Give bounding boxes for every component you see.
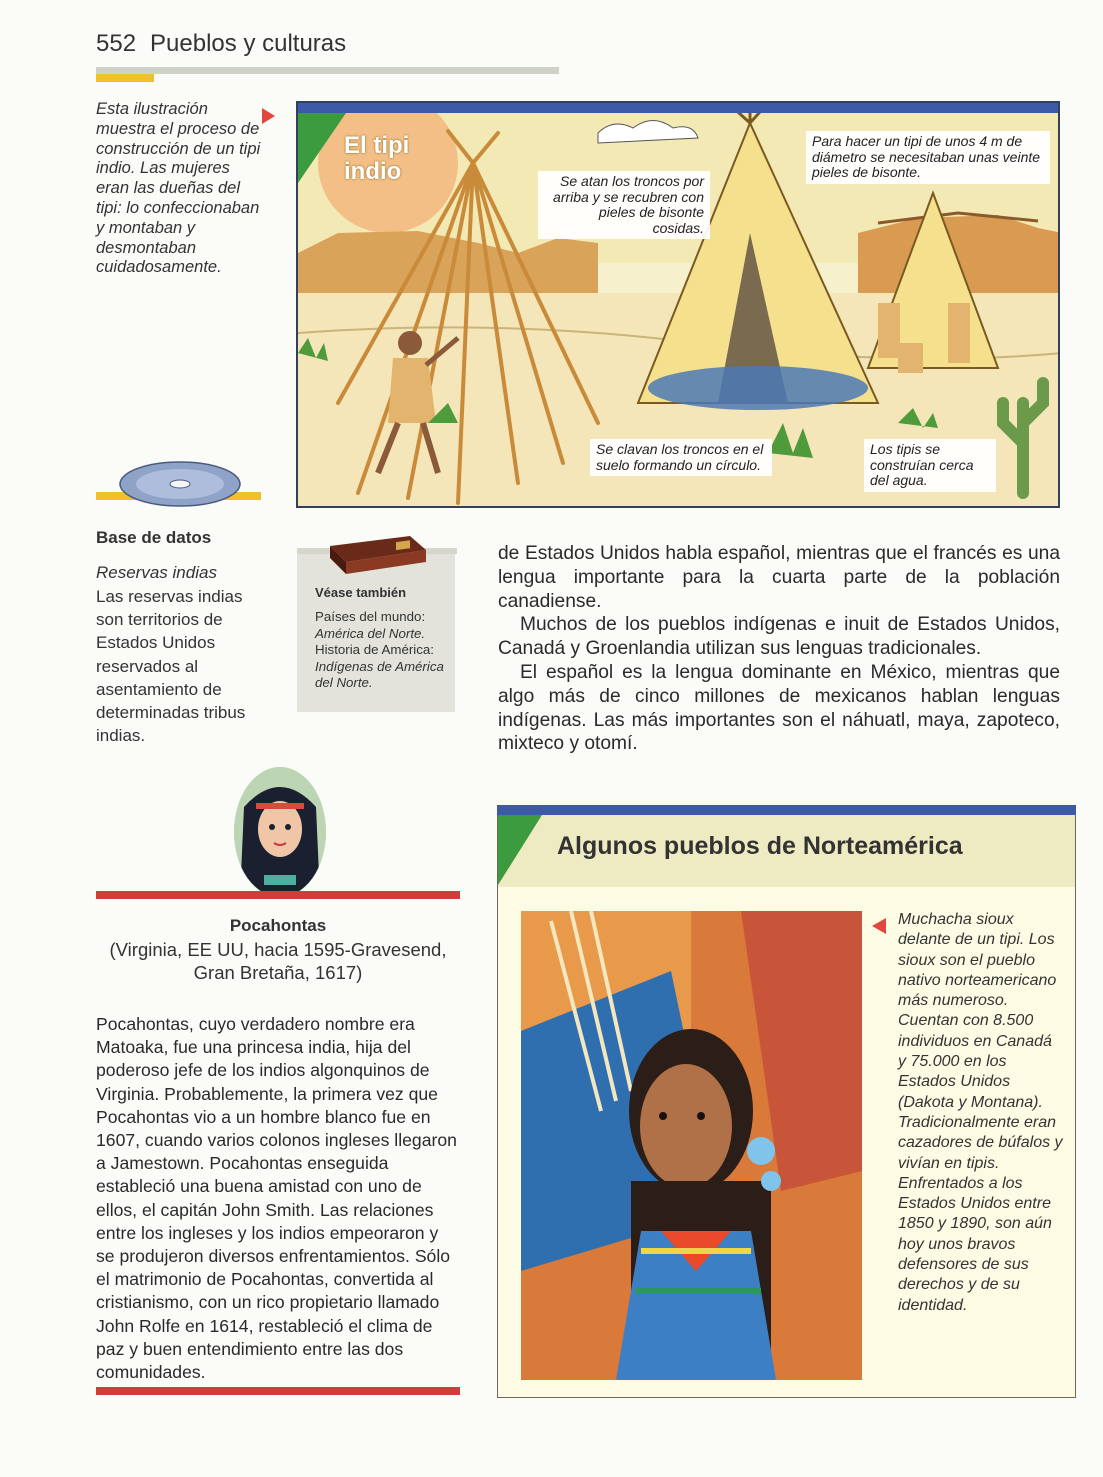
body-paragraph-2: Muchos de los pueblos indígenas e inuit de Estados Unidos, Canadá y Groenlandia utilizan sus lenguas tradicionales. — [498, 614, 1060, 660]
main-body-text — [498, 542, 1060, 756]
sioux-caption: Muchacha sioux delante de un tipi. Los sioux son el pueblo nativo norteamericano más numeroso. Cuentan con 8.500 individuos en Canadá y 75.000 en los Estados Unidos (Dakota y Montana). Tradicionalmente eran cazadores de búfalos y vivían en tipis. Enfrentados a los Estados Unidos entre 1850 y 1890, son aún hoy unos bravos defensores de sus derechos y de su identidad. — [898, 911, 1063, 1314]
caption-arrow-icon — [262, 108, 275, 124]
pocahontas-dates: (Virginia, EE UU, hacia 1595-Gravesend, Gran Bretaña, 1617) — [109, 939, 447, 983]
north-america-corner — [498, 815, 542, 885]
see-also-link2[interactable]: Indígenas de América del Norte. — [315, 658, 444, 691]
see-also-line1: Países del mundo: — [315, 609, 426, 624]
see-also-link1[interactable]: América del Norte. — [315, 625, 426, 641]
see-also-text — [315, 609, 455, 692]
tipi-illustration — [296, 101, 1060, 508]
see-also-line2: Historia de América: — [315, 642, 434, 658]
note-skins-needed: Para hacer un tipi de unos 4 m de diámetro se necesitaban unas veinte pieles de bisonte. — [806, 131, 1050, 184]
note-near-water: Los tipis se construían cerca del agua. — [864, 439, 996, 492]
photo-caption-arrow-icon — [872, 918, 886, 934]
north-america-title: Algunos pueblos de Norteamérica — [557, 832, 963, 860]
sioux-girl-photo — [521, 911, 862, 1380]
see-also-title: Véase también — [315, 585, 407, 600]
database-subtitle: Reservas indias — [96, 563, 217, 582]
illustration-title — [344, 133, 409, 185]
database-text: Las reservas indias son territorios de Estados Unidos reservados al asentamiento de determinadas tribus indias. — [96, 587, 246, 746]
database-title: Base de datos — [96, 528, 212, 547]
illustration-title-line2: indio — [344, 158, 402, 185]
pocahontas-text: Pocahontas, cuyo verdadero nombre era Matoaka, fue una princesa india, hija del poderoso jefe de los indios algonquinos de Virginia. Probablemente, la primera vez que Pocahontas vio a un hombre blanco fue en 1607, cuando varios colonos ingleses llegaron a Jamestown. Pocahontas enseguida estableció una buena amistad con uno de ellos, el capitán John Smith. Las relaciones entre los ingleses y los indios empeoraron y se produjeron diversos enfrentamientos. Sólo el matrimonio de Pocahontas, convertida al cristianismo, con un rico propietario llamado John Rolfe en 1614, restableció el clima de paz y buen entendimiento entre las dos comunidades. — [96, 1014, 457, 1383]
pocahontas-portrait — [234, 767, 326, 897]
pocahontas-rule-bottom — [96, 1387, 460, 1395]
note-poles-circle: Se clavan los troncos en el suelo formando un círculo. — [590, 439, 772, 476]
illustration-caption: Esta ilustración muestra el proceso de construcción de un tipi indio. Las mujeres eran las dueñas del tipi: lo confeccionaban y montaban y desmontaban cuidadosamente. — [96, 100, 261, 277]
north-america-top-bar — [497, 805, 1076, 815]
page-number: 552 — [96, 30, 137, 57]
pocahontas-name: Pocahontas — [229, 916, 327, 935]
section-title: Pueblos y culturas — [150, 30, 347, 57]
pocahontas-rule-top — [96, 891, 460, 899]
body-paragraph-3: El español es la lengua dominante en México, mientras que algo más de cinco millones de mexicanos hablan lenguas indígenas. Las más importantes son el náhuatl, maya, zapoteco, mixteco y otomí. — [498, 661, 1060, 755]
book-icon — [326, 532, 430, 576]
page-header — [96, 30, 346, 58]
note-tie-poles: Se atan los troncos por arriba y se recubren con pieles de bisonte cosidas. — [538, 171, 710, 239]
illustration-top-bar — [298, 103, 1058, 113]
header-rule — [96, 67, 559, 74]
cd-disc-icon — [117, 460, 243, 508]
header-accent — [96, 74, 154, 82]
illustration-title-line1: El tipi — [344, 132, 410, 159]
body-paragraph-1: de Estados Unidos habla español, mientras que el francés es una lengua importante para la cuarta parte de la población canadiense. — [498, 543, 1060, 612]
